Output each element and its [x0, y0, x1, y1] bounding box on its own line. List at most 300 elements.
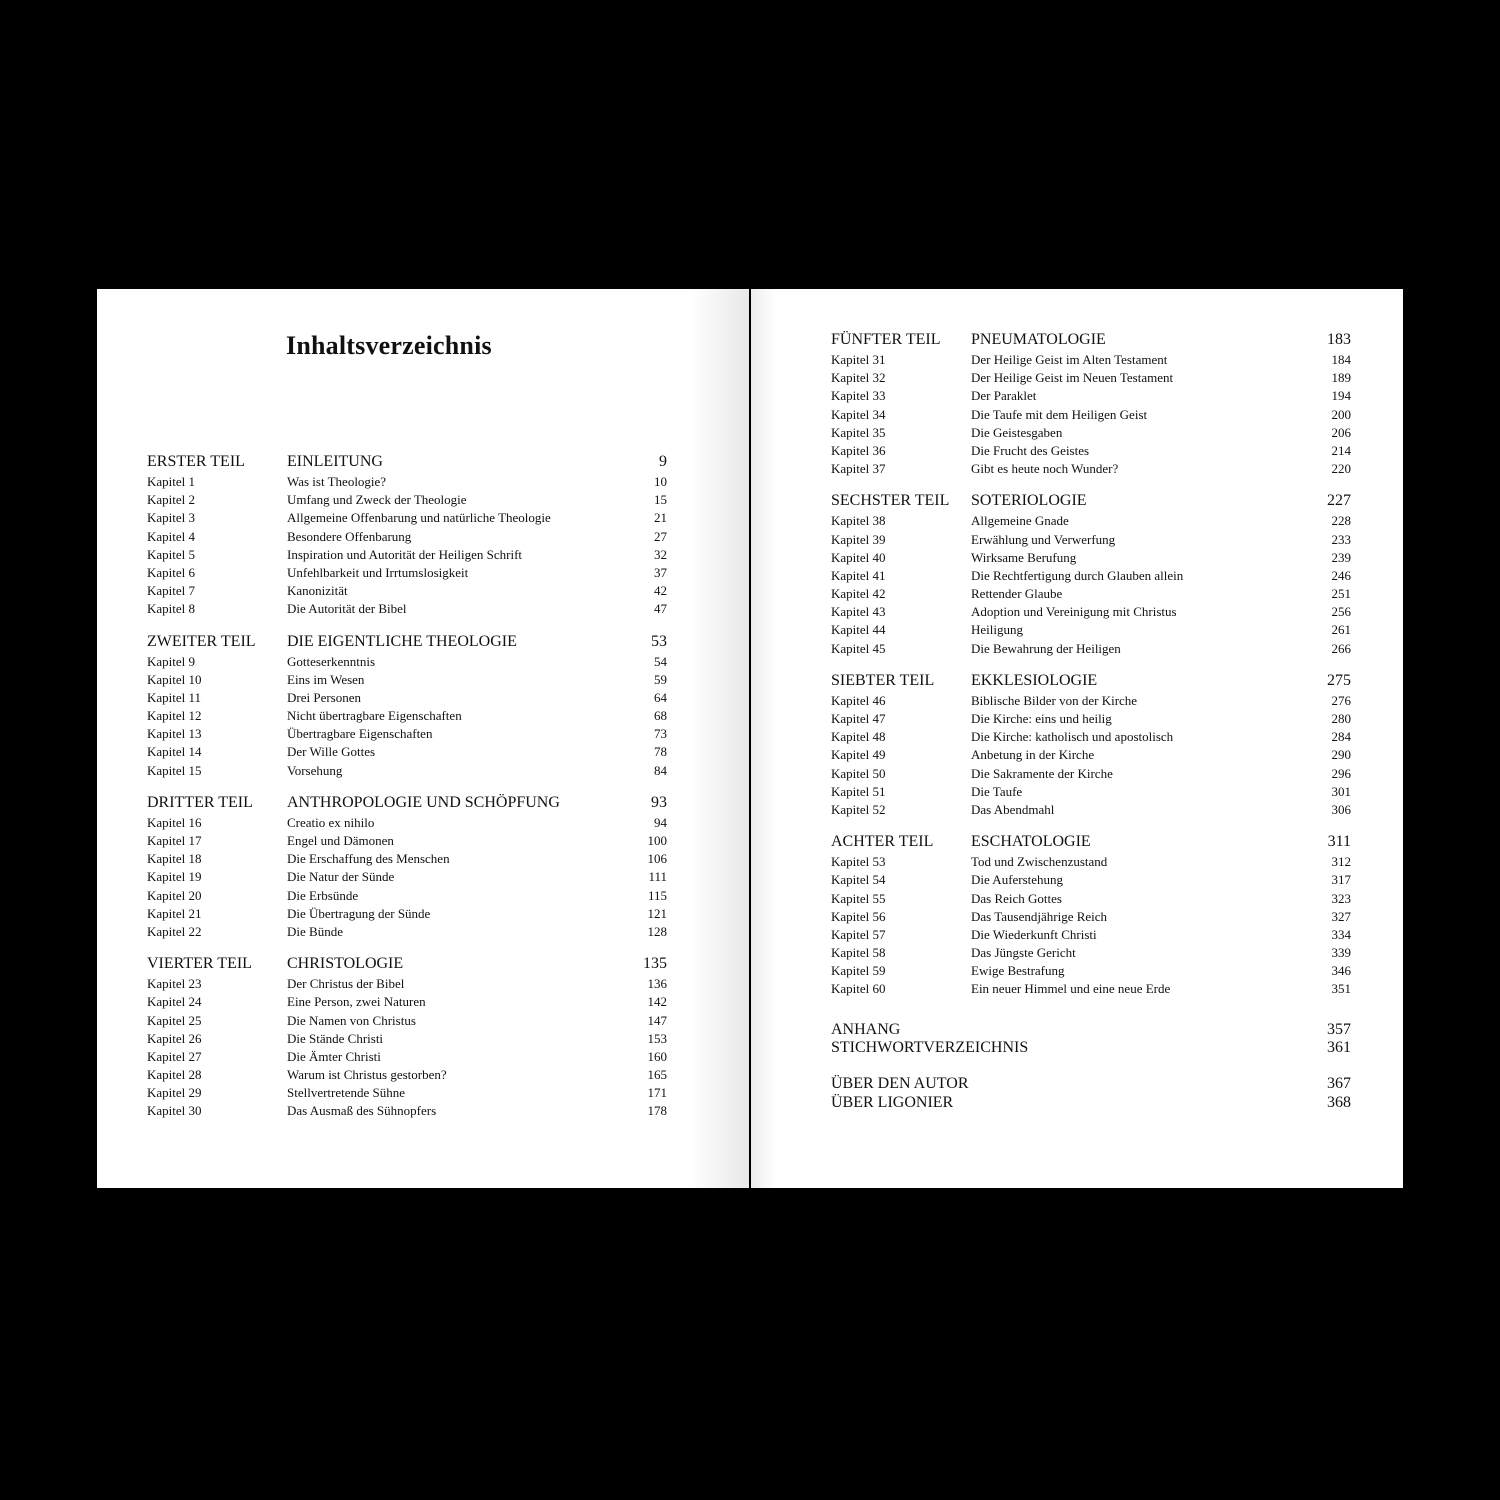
- chapter-number: Kapitel 52: [831, 801, 886, 817]
- part-name: DIE EIGENTLICHE THEOLOGIE: [287, 632, 517, 650]
- chapter-title: Die Namen von Christus: [287, 1012, 416, 1028]
- chapter-page-number: 317: [1331, 872, 1351, 888]
- chapter-title: Drei Personen: [287, 689, 362, 705]
- chapter-page-number: 171: [647, 1085, 667, 1101]
- chapter-title: Vorsehung: [287, 762, 343, 778]
- chapter-title: Die Natur der Sünde: [287, 869, 395, 885]
- chapter-row: [831, 406, 1351, 424]
- chapter-number: Kapitel 49: [831, 747, 886, 763]
- chapter-title: Die Bünde: [287, 923, 343, 939]
- chapter-row: [147, 923, 667, 941]
- chapter-page-number: 147: [647, 1012, 667, 1028]
- chapter-page-number: 351: [1331, 981, 1351, 997]
- chapter-page-number: 111: [648, 869, 667, 885]
- chapter-row: [831, 853, 1351, 871]
- chapter-row: [831, 567, 1351, 585]
- chapter-title: Die Wiederkunft Christi: [971, 926, 1097, 942]
- chapter-row: [147, 509, 667, 527]
- part-header: [831, 831, 1351, 853]
- chapter-page-number: 284: [1331, 729, 1351, 745]
- chapter-title: Heiligung: [971, 622, 1023, 638]
- chapter-row: [147, 762, 667, 780]
- chapter-page-number: 128: [647, 923, 667, 939]
- chapter-row: [147, 814, 667, 832]
- chapter-title: Die Übertragung der Sünde: [287, 905, 431, 921]
- part-label: SECHSTER TEIL: [831, 492, 950, 510]
- chapter-number: Kapitel 55: [831, 890, 886, 906]
- chapter-number: Kapitel 33: [831, 388, 886, 404]
- chapter-number: Kapitel 19: [147, 869, 202, 885]
- chapter-row: [147, 832, 667, 850]
- toc-part: [831, 831, 1351, 999]
- chapter-number: Kapitel 53: [831, 854, 886, 870]
- chapter-number: Kapitel 42: [831, 586, 886, 602]
- chapter-title: Die Kirche: katholisch und apostolisch: [971, 729, 1174, 745]
- chapter-number: Kapitel 15: [147, 762, 202, 778]
- chapter-title: Der Heilige Geist im Neuen Testament: [971, 370, 1174, 386]
- chapter-number: Kapitel 41: [831, 567, 886, 583]
- gutter-shadow: [751, 289, 776, 1188]
- chapter-page-number: 10: [654, 474, 667, 489]
- chapter-page-number: 246: [1331, 567, 1351, 583]
- chapter-row: [831, 369, 1351, 387]
- chapter-row: [831, 603, 1351, 621]
- chapter-title: Der Heilige Geist im Alten Testament: [971, 352, 1168, 367]
- chapter-row: [831, 765, 1351, 783]
- chapter-page-number: 68: [654, 708, 667, 724]
- toc-parts: [831, 329, 1351, 999]
- part-header: [147, 451, 667, 473]
- chapter-page-number: 233: [1331, 531, 1351, 547]
- part-header: [147, 792, 667, 814]
- chapter-page-number: 184: [1331, 352, 1351, 367]
- chapter-title: Erwählung und Verwerfung: [971, 531, 1116, 547]
- appendix-title: ÜBER LIGONIER: [831, 1093, 954, 1111]
- chapter-number: Kapitel 59: [831, 963, 886, 979]
- chapter-title: Die Frucht des Geistes: [971, 442, 1090, 458]
- chapter-page-number: 115: [647, 887, 667, 903]
- part-name: PNEUMATOLOGIE: [971, 331, 1106, 348]
- chapter-number: Kapitel 29: [147, 1085, 202, 1101]
- chapter-title: Nicht übertragbare Eigenschaften: [287, 708, 462, 724]
- chapter-page-number: 106: [647, 851, 667, 867]
- toc-right-column: [831, 329, 1351, 1130]
- chapter-number: Kapitel 47: [831, 711, 886, 726]
- chapter-title: Eins im Wesen: [287, 671, 365, 687]
- part-label: FÜNFTER TEIL: [831, 331, 941, 348]
- appendix-group: [831, 1075, 1351, 1112]
- chapter-number: Kapitel 57: [831, 926, 886, 942]
- chapter-title: Besondere Offenbarung: [287, 528, 412, 544]
- appendix-row: [831, 1075, 1351, 1093]
- chapter-row: [831, 944, 1351, 962]
- appendix-page-number: 361: [1327, 1039, 1351, 1057]
- chapter-row: [147, 653, 667, 671]
- toc-part: [831, 670, 1351, 819]
- appendix-page-number: 357: [1327, 1020, 1351, 1038]
- part-label: ACHTER TEIL: [831, 833, 934, 851]
- chapter-title: Tod und Zwischenzustand: [971, 854, 1108, 870]
- chapter-row: [831, 710, 1351, 728]
- chapter-number: Kapitel 26: [147, 1030, 202, 1046]
- chapter-row: [831, 460, 1351, 478]
- chapter-page-number: 84: [654, 762, 667, 778]
- chapter-row: [147, 725, 667, 743]
- toc-part: [831, 329, 1351, 478]
- chapter-page-number: 78: [654, 744, 667, 760]
- chapter-number: Kapitel 37: [831, 461, 886, 477]
- toc-part: [831, 490, 1351, 658]
- chapter-number: Kapitel 40: [831, 549, 886, 565]
- chapter-page-number: 276: [1331, 692, 1351, 708]
- chapter-number: Kapitel 31: [831, 352, 886, 367]
- chapter-page-number: 165: [647, 1067, 667, 1083]
- gutter-shadow: [689, 289, 749, 1188]
- chapter-title: Die Rechtfertigung durch Glauben allein: [971, 567, 1184, 583]
- chapter-title: Die Sakramente der Kirche: [971, 765, 1113, 781]
- chapter-number: Kapitel 44: [831, 622, 886, 638]
- chapter-page-number: 301: [1331, 783, 1351, 799]
- chapter-number: Kapitel 51: [831, 783, 886, 799]
- chapter-title: Die Stände Christi: [287, 1030, 384, 1046]
- chapter-title: Engel und Dämonen: [287, 833, 394, 848]
- chapter-row: [831, 351, 1351, 369]
- chapter-page-number: 327: [1331, 908, 1351, 924]
- toc-part: [147, 953, 667, 1121]
- chapter-page-number: 136: [647, 976, 667, 992]
- chapter-page-number: 290: [1331, 747, 1351, 763]
- chapter-row: [831, 871, 1351, 889]
- chapter-title: Inspiration und Autorität der Heiligen Schrift: [287, 546, 523, 562]
- chapter-title: Die Kirche: eins und heilig: [971, 711, 1112, 726]
- chapter-row: [831, 692, 1351, 710]
- chapter-row: [147, 491, 667, 509]
- appendix-row: [831, 1021, 1351, 1039]
- chapter-row: [831, 890, 1351, 908]
- chapter-title: Adoption und Vereinigung mit Christus: [971, 604, 1177, 620]
- chapter-page-number: 312: [1331, 854, 1351, 870]
- appendix-title: STICHWORTVERZEICHNIS: [831, 1039, 1029, 1057]
- chapter-row: [831, 424, 1351, 442]
- appendix-title: ÜBER DEN AUTOR: [831, 1075, 969, 1093]
- chapter-title: Der Wille Gottes: [287, 744, 376, 760]
- appendix-row: [831, 1039, 1351, 1057]
- chapter-page-number: 94: [654, 814, 667, 830]
- chapter-page-number: 228: [1331, 513, 1351, 529]
- part-label: DRITTER TEIL: [147, 793, 253, 811]
- part-page-number: 183: [1327, 331, 1351, 348]
- appendix-page-number: 368: [1327, 1093, 1351, 1111]
- chapter-row: [147, 689, 667, 707]
- chapter-title: Ewige Bestrafung: [971, 963, 1065, 979]
- chapter-row: [147, 528, 667, 546]
- appendix-page-number: 367: [1327, 1075, 1351, 1093]
- chapter-number: Kapitel 54: [831, 872, 886, 888]
- part-header: [147, 631, 667, 653]
- chapter-title: Die Taufe: [971, 783, 1023, 799]
- part-name: CHRISTOLOGIE: [287, 955, 404, 973]
- chapter-number: Kapitel 35: [831, 424, 886, 440]
- chapter-page-number: 59: [654, 671, 667, 687]
- chapter-number: Kapitel 58: [831, 945, 886, 961]
- chapter-row: [147, 582, 667, 600]
- chapter-title: Die Bewahrung der Heiligen: [971, 640, 1121, 656]
- toc-left-column: [147, 451, 667, 1133]
- appendix-title: ANHANG: [831, 1020, 901, 1038]
- chapter-number: Kapitel 6: [147, 564, 196, 580]
- chapter-page-number: 121: [647, 905, 667, 921]
- chapter-page-number: 194: [1331, 388, 1351, 404]
- chapter-number: Kapitel 22: [147, 923, 202, 939]
- chapter-number: Kapitel 36: [831, 442, 886, 458]
- chapter-row: [831, 549, 1351, 567]
- chapter-page-number: 261: [1331, 622, 1351, 638]
- chapter-row: [147, 1066, 667, 1084]
- part-name: EINLEITUNG: [287, 453, 383, 470]
- chapter-number: Kapitel 34: [831, 406, 886, 422]
- chapter-title: Die Erbsünde: [287, 887, 359, 903]
- chapter-page-number: 100: [647, 833, 667, 848]
- chapter-page-number: 142: [647, 994, 667, 1010]
- toc-part: [147, 631, 667, 780]
- chapter-page-number: 346: [1331, 963, 1351, 979]
- chapter-page-number: 15: [654, 492, 667, 508]
- chapter-page-number: 64: [654, 689, 667, 705]
- chapter-page-number: 206: [1331, 424, 1351, 440]
- part-page-number: 53: [651, 632, 667, 650]
- chapter-row: [831, 585, 1351, 603]
- chapter-number: Kapitel 56: [831, 908, 886, 924]
- chapter-title: Creatio ex nihilo: [287, 814, 375, 830]
- chapter-number: Kapitel 39: [831, 531, 886, 547]
- chapter-title: Die Autorität der Bibel: [287, 601, 407, 617]
- chapter-title: Die Ämter Christi: [287, 1048, 381, 1064]
- part-page-number: 311: [1327, 833, 1351, 851]
- chapter-row: [147, 473, 667, 491]
- chapter-row: [147, 975, 667, 993]
- appendix-group: [831, 1021, 1351, 1058]
- chapter-number: Kapitel 17: [147, 833, 202, 848]
- chapter-number: Kapitel 32: [831, 370, 886, 386]
- chapter-number: Kapitel 4: [147, 528, 196, 544]
- chapter-number: Kapitel 46: [831, 692, 886, 708]
- chapter-title: Die Auferstehung: [971, 872, 1064, 888]
- chapter-number: Kapitel 30: [147, 1103, 202, 1119]
- chapter-page-number: 266: [1331, 640, 1351, 656]
- chapter-row: [831, 531, 1351, 549]
- chapter-title: Gibt es heute noch Wunder?: [971, 461, 1119, 477]
- chapter-title: Stellvertretende Sühne: [287, 1085, 406, 1101]
- chapter-row: [831, 640, 1351, 658]
- chapter-row: [147, 868, 667, 886]
- part-label: VIERTER TEIL: [147, 955, 252, 973]
- toc-appendix: [831, 1021, 1351, 1113]
- chapter-number: Kapitel 50: [831, 765, 886, 781]
- chapter-row: [147, 1102, 667, 1120]
- chapter-row: [147, 707, 667, 725]
- chapter-title: Allgemeine Gnade: [971, 513, 1069, 529]
- chapter-row: [831, 801, 1351, 819]
- chapter-number: Kapitel 38: [831, 513, 886, 529]
- chapter-page-number: 27: [654, 528, 667, 544]
- part-name: SOTERIOLOGIE: [971, 492, 1087, 510]
- part-header: [831, 490, 1351, 512]
- page-title: Inhaltsverzeichnis: [286, 331, 492, 360]
- appendix-row: [831, 1094, 1351, 1112]
- chapter-title: Das Jüngste Gericht: [971, 945, 1076, 961]
- chapter-page-number: 296: [1331, 765, 1351, 781]
- part-label: ZWEITER TEIL: [147, 632, 256, 650]
- chapter-number: Kapitel 48: [831, 729, 886, 745]
- chapter-number: Kapitel 43: [831, 604, 886, 620]
- chapter-number: Kapitel 10: [147, 671, 202, 687]
- right-page: [751, 289, 1403, 1188]
- chapter-number: Kapitel 18: [147, 851, 202, 867]
- chapter-page-number: 214: [1331, 442, 1351, 458]
- chapter-title: Der Christus der Bibel: [287, 976, 405, 992]
- chapter-row: [147, 1012, 667, 1030]
- chapter-number: Kapitel 23: [147, 976, 202, 992]
- part-name: EKKLESIOLOGIE: [971, 671, 1098, 689]
- part-name: ANTHROPOLOGIE UND SCHÖPFUNG: [287, 793, 560, 811]
- chapter-number: Kapitel 8: [147, 601, 196, 617]
- toc-part: [147, 451, 667, 619]
- chapter-number: Kapitel 2: [147, 492, 196, 508]
- chapter-number: Kapitel 25: [147, 1012, 202, 1028]
- chapter-row: [831, 926, 1351, 944]
- chapter-number: Kapitel 1: [147, 474, 196, 489]
- chapter-number: Kapitel 27: [147, 1048, 202, 1064]
- chapter-row: [147, 546, 667, 564]
- chapter-title: Das Reich Gottes: [971, 890, 1062, 906]
- chapter-title: Unfehlbarkeit und Irrtumslosigkeit: [287, 564, 469, 580]
- chapter-title: Anbetung in der Kirche: [971, 747, 1095, 763]
- chapter-title: Die Geistesgaben: [971, 424, 1063, 440]
- part-page-number: 135: [643, 955, 667, 973]
- chapter-title: Eine Person, zwei Naturen: [287, 994, 426, 1010]
- chapter-row: [147, 887, 667, 905]
- chapter-row: [831, 442, 1351, 460]
- part-label: ERSTER TEIL: [147, 453, 245, 470]
- chapter-title: Wirksame Berufung: [971, 549, 1077, 565]
- chapter-number: Kapitel 9: [147, 653, 196, 669]
- chapter-number: Kapitel 24: [147, 994, 202, 1010]
- part-header: [147, 953, 667, 975]
- chapter-page-number: 280: [1331, 711, 1351, 726]
- chapter-page-number: 160: [647, 1048, 667, 1064]
- chapter-title: Allgemeine Offenbarung und natürliche Theologie: [287, 510, 551, 526]
- part-label: SIEBTER TEIL: [831, 671, 935, 689]
- chapter-title: Kanonizität: [287, 583, 348, 599]
- chapter-row: [831, 908, 1351, 926]
- chapter-row: [831, 512, 1351, 530]
- chapter-row: [147, 564, 667, 582]
- toc-part: [147, 792, 667, 941]
- chapter-number: Kapitel 60: [831, 981, 886, 997]
- chapter-row: [147, 1048, 667, 1066]
- chapter-page-number: 21: [654, 510, 667, 526]
- chapter-row: [831, 621, 1351, 639]
- chapter-number: Kapitel 21: [147, 905, 202, 921]
- chapter-row: [147, 1084, 667, 1102]
- chapter-page-number: 239: [1331, 549, 1351, 565]
- chapter-number: Kapitel 5: [147, 546, 196, 562]
- chapter-title: Biblische Bilder von der Kirche: [971, 692, 1138, 708]
- part-header: [831, 329, 1351, 351]
- part-name: ESCHATOLOGIE: [971, 833, 1091, 851]
- left-page: [97, 289, 749, 1188]
- chapter-page-number: 256: [1331, 604, 1351, 620]
- part-page-number: 227: [1327, 492, 1351, 510]
- chapter-title: Das Abendmahl: [971, 801, 1055, 817]
- chapter-page-number: 153: [647, 1030, 667, 1046]
- chapter-row: [147, 1030, 667, 1048]
- chapter-page-number: 251: [1331, 586, 1351, 602]
- chapter-number: Kapitel 12: [147, 708, 202, 724]
- chapter-page-number: 323: [1331, 890, 1351, 906]
- chapter-number: Kapitel 11: [147, 689, 202, 705]
- chapter-page-number: 37: [654, 564, 667, 580]
- chapter-number: Kapitel 28: [147, 1067, 202, 1083]
- chapter-page-number: 178: [647, 1103, 667, 1119]
- chapter-number: Kapitel 3: [147, 510, 196, 526]
- chapter-page-number: 42: [654, 583, 667, 599]
- chapter-title: Übertragbare Eigenschaften: [287, 726, 433, 742]
- chapter-number: Kapitel 7: [147, 583, 196, 599]
- chapter-number: Kapitel 45: [831, 640, 886, 656]
- chapter-row: [147, 743, 667, 761]
- chapter-page-number: 334: [1331, 926, 1351, 942]
- chapter-title: Was ist Theologie?: [287, 474, 387, 489]
- chapter-title: Warum ist Christus gestorben?: [287, 1067, 447, 1083]
- chapter-row: [147, 993, 667, 1011]
- part-page-number: 275: [1327, 671, 1351, 689]
- chapter-number: Kapitel 20: [147, 887, 202, 903]
- chapter-row: [831, 387, 1351, 405]
- part-header: [831, 670, 1351, 692]
- chapter-title: Das Ausmaß des Sühnopfers: [287, 1103, 437, 1119]
- chapter-title: Ein neuer Himmel und eine neue Erde: [971, 981, 1171, 997]
- chapter-title: Die Taufe mit dem Heiligen Geist: [971, 406, 1148, 422]
- chapter-title: Umfang und Zweck der Theologie: [287, 492, 467, 508]
- chapter-number: Kapitel 14: [147, 744, 202, 760]
- chapter-row: [147, 905, 667, 923]
- chapter-page-number: 220: [1331, 461, 1351, 477]
- chapter-row: [831, 962, 1351, 980]
- chapter-row: [831, 728, 1351, 746]
- chapter-page-number: 200: [1331, 406, 1351, 422]
- chapter-page-number: 73: [654, 726, 667, 742]
- part-page-number: 93: [651, 793, 667, 811]
- chapter-row: [831, 746, 1351, 764]
- chapter-page-number: 306: [1331, 801, 1351, 817]
- chapter-page-number: 54: [654, 653, 667, 669]
- chapter-row: [831, 980, 1351, 998]
- chapter-page-number: 32: [654, 546, 667, 562]
- chapter-row: [831, 783, 1351, 801]
- chapter-number: Kapitel 16: [147, 814, 202, 830]
- part-page-number: 9: [659, 453, 667, 470]
- chapter-page-number: 189: [1331, 370, 1351, 386]
- chapter-title: Gotteserkenntnis: [287, 653, 376, 669]
- chapter-row: [147, 850, 667, 868]
- chapter-number: Kapitel 13: [147, 726, 202, 742]
- chapter-page-number: 47: [654, 601, 667, 617]
- chapter-page-number: 339: [1331, 945, 1351, 961]
- chapter-title: Rettender Glaube: [971, 586, 1063, 602]
- chapter-row: [147, 600, 667, 618]
- chapter-title: Der Paraklet: [971, 388, 1037, 404]
